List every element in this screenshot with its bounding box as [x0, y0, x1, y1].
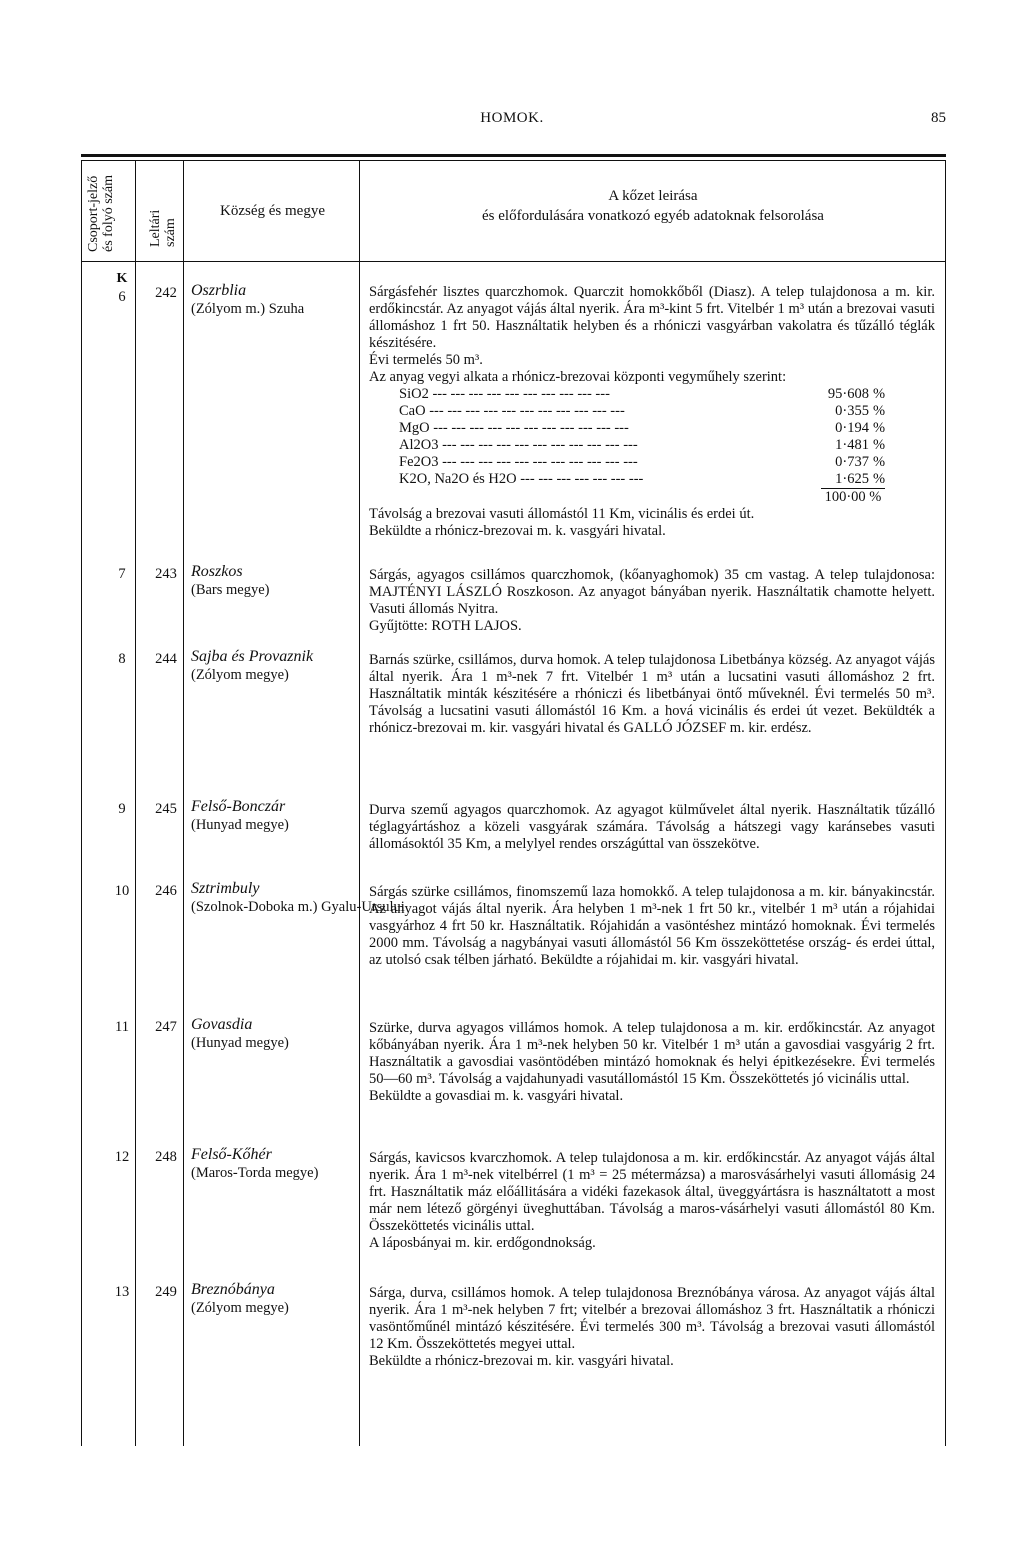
row-inventory-number: 243: [155, 566, 177, 582]
locality-name: Sajba és Provaznik: [191, 648, 314, 665]
desc-text: Beküldte a rhónicz-brezovai m. k. vasgyári hivatal.: [369, 523, 666, 539]
row-inventory-number: 246: [155, 883, 177, 899]
row-group-number: 13: [114, 1284, 130, 1300]
row-group-number: 10: [114, 883, 130, 899]
chem-name: Al2O3 --- --- --- --- --- --- --- --- --- --- ---: [399, 437, 638, 453]
chem-row: [399, 437, 909, 454]
col-header-desc-1: A kőzet leirása: [608, 188, 698, 204]
col-header-group: [86, 172, 116, 252]
row-description: [369, 652, 935, 737]
desc-text: Sárgás, kavicsos kvarczhomok. A telep tulajdonosa a m. kir. erdőkincstár. Az anyagot vájás által nyerik. Ára 1 m³-nek vitelbérrel (1 m³ = 25 métermázsa) a marosvásárhelyi vasuti állomásig 24 frt. Használtatik máz előállitására a vidéki fazekasok által, üveggyártásra is használtatott a most már nem létező görgényi üveghuttában. Távolság a maros-vásárhelyi vasuti állomástól 80 Km. Összeköttetés vicinális uttal.: [369, 1150, 935, 1234]
row-description: [369, 284, 935, 540]
desc-text: Sárgás, agyagos csillámos quarczhomok, (kőanyaghomok) 35 cm vastag. A telep tulajdonosa: MAJTÉNYI LÁSZLÓ Roszkoson. Az anyagot bányában nyerik. Használtatik chamotte helyett. Vasuti állomás Nyitra.: [369, 567, 935, 617]
desc-text: Durva szemű agyagos quarczhomok. Az agyagot külművelet által nyerik. Használtatik tűzálló téglagyártáshoz a közeli vasgyárak számára. Távolság a hátszegi vagy karánsebes vasuti állomásoktól 35 Km, a melylyel rendes országúttal van összekötve.: [369, 802, 935, 852]
desc-text: Gyűjtötte: ROTH LAJOS.: [369, 618, 522, 634]
locality-name: Oszrblia: [191, 282, 247, 299]
chem-value: 0·737: [835, 454, 869, 470]
locality-name: Breznóbánya: [191, 1281, 275, 1298]
locality-name: Govasdia: [191, 1016, 253, 1033]
chem-row: [399, 386, 909, 403]
locality-county: (Zólyom megye): [191, 1300, 289, 1316]
locality-county: (Bars megye): [191, 582, 270, 598]
locality-name: Felső-Kőhér: [191, 1146, 272, 1163]
col-header-group-text: Csoport-jelző és folyó szám: [86, 175, 116, 252]
row-group-number: 12: [114, 1149, 130, 1165]
chem-unit: %: [873, 471, 886, 487]
desc-text: Sárgás szürke csillámos, finomszemű laza homokkő. A telep tulajdonosa a m. kir. bányakincstár. Az anyagot vájás által nyerik. Ára helyben 1 m³-nek 1 frt 50 kr., vitelbér 1 m³ után a rójahidai vasgyárhoz 4 frt 50 kr. Használtatik. Rójahidán a vasöntéshez mintázó homoknak. Évi termelés 2000 mm. Távolság a nagybányai vasuti állomástól 56 Km összeköttetése ország- és erdei úttal, az utolsó csak télben járható. Beküldte a rójahidai m. kir. vasgyári hivatal.: [369, 884, 935, 968]
row-description: [369, 1020, 935, 1105]
locality-county: (Szolnok-Doboka m.) Gyalu-Ursului: [191, 899, 405, 915]
desc-text: Évi termelés 50 m³.: [369, 352, 483, 368]
chem-unit: %: [873, 420, 886, 436]
locality-county: (Zólyom m.) Szuha: [191, 301, 305, 317]
row-description: [369, 802, 935, 853]
col-header-inventory: [148, 185, 178, 247]
col-header-desc-2: és előfordulására vonatkozó egyéb adatoknak felsorolása: [482, 208, 824, 224]
locality-county: (Maros-Torda megye): [191, 1165, 319, 1181]
chem-value: 0·355: [835, 403, 869, 419]
desc-text: A láposbányai m. kir. erdőgondnokság.: [369, 1235, 596, 1251]
chem-total: 100·00 %: [821, 488, 885, 506]
chem-name: MgO --- --- --- --- --- --- --- --- --- --- ---: [399, 420, 629, 436]
top-rule: [81, 154, 946, 157]
row-group-number: 9: [118, 801, 126, 817]
row-inventory-number: 242: [155, 285, 177, 301]
row-inventory-number: 245: [155, 801, 177, 817]
chem-value: 95·608: [827, 386, 869, 402]
col-header-inventory-text: Leltári szám: [148, 209, 178, 247]
row-inventory-number: 248: [155, 1149, 177, 1165]
chem-analysis-table: [399, 386, 909, 488]
chem-row: [399, 420, 909, 437]
running-title: HOMOK.: [480, 110, 544, 126]
chem-unit: %: [873, 454, 886, 470]
desc-text: Sárga, durva, csillámos homok. A telep tulajdonosa Breznóbánya városa. Az anyagot vájás által nyerik. Ára 1 m³-nek helyben 7 frt; vitelbér a brezovai állomáshoz 3 frt. Használtatik a rhóniczi vasöntőműnél mintázó készitésére. Évi termelés 300 m³. Távolság a brezovai vasuti állomástól 12 Km. Összeköttetés megyei uttal.: [369, 1285, 935, 1352]
chem-name: CaO --- --- --- --- --- --- --- --- --- --- ---: [399, 403, 625, 419]
chem-value: 1·625: [835, 471, 869, 487]
col-header-locality: Község és megye: [220, 203, 325, 219]
chem-name: K2O, Na2O és H2O --- --- --- --- --- --- ---: [399, 471, 644, 487]
chem-row: [399, 471, 909, 488]
chem-unit: %: [873, 386, 886, 402]
row-description: [369, 1285, 935, 1370]
row-description: [369, 884, 935, 969]
desc-text: Beküldte a govasdiai m. k. vasgyári hivatal.: [369, 1088, 624, 1104]
chem-name: Fe2O3 --- --- --- --- --- --- --- --- --- --- ---: [399, 454, 638, 470]
locality-name: Felső-Bonczár: [191, 798, 286, 815]
locality-county: (Hunyad megye): [191, 1035, 289, 1051]
chem-row: [399, 403, 909, 420]
locality-name: Roszkos: [191, 563, 243, 580]
desc-text: Az anyag vegyi alkata a rhónicz-brezovai központi vegyműhely szerint:: [369, 369, 787, 385]
locality-name: Sztrimbuly: [191, 880, 260, 897]
desc-text: Távolság a brezovai vasuti állomástól 11 Km, vicinális és erdei út.: [369, 506, 755, 522]
chem-unit: %: [873, 437, 886, 453]
locality-county: (Zólyom megye): [191, 667, 289, 683]
group-number-text: 6: [118, 289, 126, 305]
locality-county: (Hunyad megye): [191, 817, 289, 833]
row-group-number: 7: [118, 566, 126, 582]
col-divider-5: [945, 160, 946, 1446]
row-description: [369, 567, 935, 635]
chem-value: 1·481: [835, 437, 869, 453]
row-inventory-number: 247: [155, 1019, 177, 1035]
page-number: 85: [931, 110, 946, 126]
chem-unit: %: [873, 403, 886, 419]
group-letter: K: [116, 271, 128, 286]
row-inventory-number: 244: [155, 651, 177, 667]
desc-text: Barnás szürke, csillámos, durva homok. A telep tulajdonosa Libetbánya község. Az anyagot vájás által nyerik. Ára 1 m³-nek 7 frt. Vitelbér 1 m³ után a lucsatini vasuti állomáshoz 2 frt. Használtatik minták készitésére a rhóniczi és libetbányai öntő műveknél. Évi termelés 50 m³. Távolság a lucsatini vasuti állomástól 16 Km. a hová vicinális és erdei út vezet. Beküldték a rhónicz-brezovai m. kir. vasgyári hivatal és GALLÓ JÓZSEF m. kir. erdész.: [369, 652, 935, 736]
chem-value: 0·194: [835, 420, 869, 436]
row-inventory-number: 249: [155, 1284, 177, 1300]
row-group-number: 11: [115, 1019, 129, 1035]
row-description: [369, 1150, 935, 1252]
desc-text: Beküldte a rhónicz-brezovai m. kir. vasgyári hivatal.: [369, 1353, 674, 1369]
chem-name: SiO2 --- --- --- --- --- --- --- --- --- ---: [399, 386, 610, 402]
col-divider-1: [81, 160, 82, 1446]
desc-text: Sárgásfehér lisztes quarczhomok. Quarczit homokkőből (Diasz). A telep tulajdonosa a m. kir. erdőkincstár. Az anyagot vájás által nyerik. Ára m³-kint 5 frt. Vitelbér 1 m³ után a brezovai vasuti állomáshoz 1 frt 50. Használtatik helyben és a rhóniczi vasgyárban vakolatra és tűzálló téglák készitésére.: [369, 284, 935, 351]
row-group-number: [107, 270, 137, 306]
header-rule: [81, 261, 946, 262]
row-group-number: 8: [118, 651, 126, 667]
top-rule-thin: [81, 160, 946, 161]
desc-text: Szürke, durva agyagos villámos homok. A telep tulajdonosa a m. kir. erdőkincstár. Az anyagot kőbányában nyerik. Ára 1 m³-nek helyben 50 kr. Vitelbér 1 m³ után a gavosdiai vasgyárig 2 frt. Használtatik a gavosdiai vasöntödében mintázó homoknak és helyi épitkezésekre. Évi termelés 50—60 m³. Távolság a vajdahunyadi vasutállomástól 15 Km. Összeköttetés jó vicinális uttal.: [369, 1020, 935, 1087]
chem-row: [399, 454, 909, 471]
